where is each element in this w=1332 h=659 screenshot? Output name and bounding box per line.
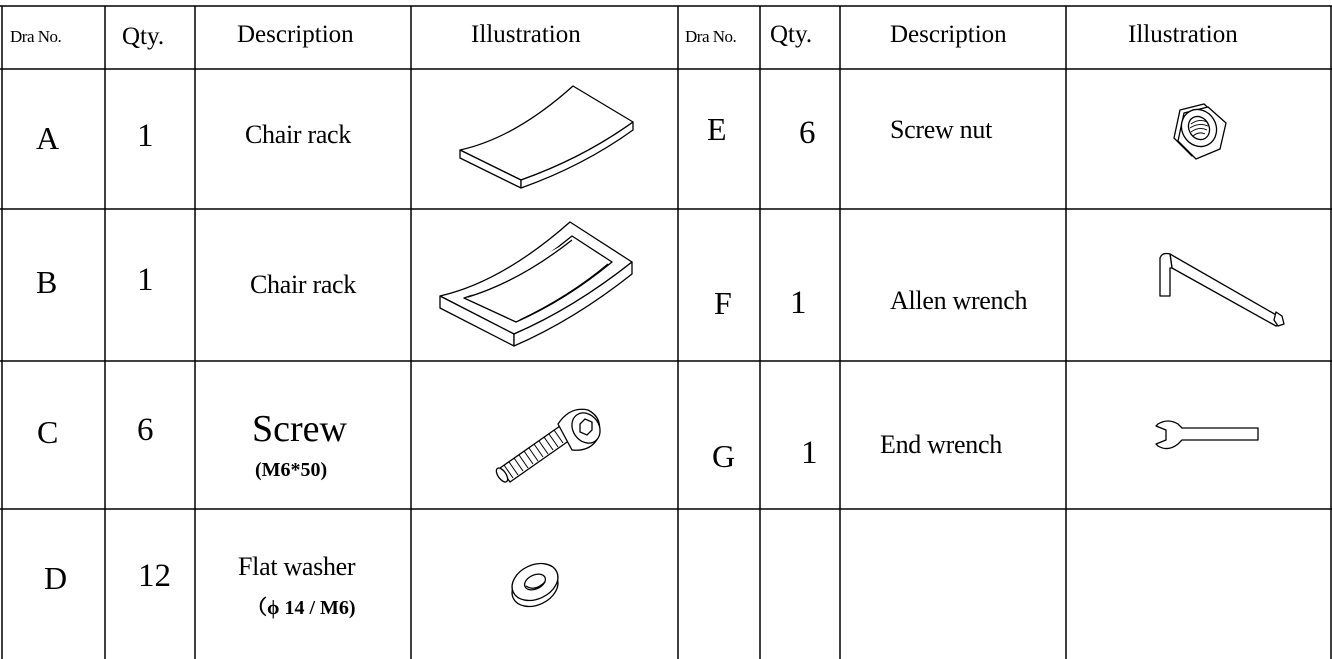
part-description: Flat washer bbox=[238, 552, 356, 581]
part-qty: 1 bbox=[137, 118, 154, 154]
header-description-right: Description bbox=[890, 21, 1007, 48]
part-description: Chair rack bbox=[245, 120, 352, 149]
washer-icon bbox=[507, 560, 563, 610]
part-qty: 6 bbox=[137, 412, 154, 448]
part-letter: C bbox=[37, 414, 59, 450]
part-letter: E bbox=[707, 111, 727, 147]
part-spec: (M6*50) bbox=[255, 459, 328, 481]
part-description: Allen wrench bbox=[890, 286, 1028, 315]
part-qty: 12 bbox=[138, 558, 171, 594]
part-description: Screw nut bbox=[890, 115, 992, 144]
header-illustration-right: Illustration bbox=[1128, 21, 1238, 48]
part-letter: G bbox=[712, 438, 736, 474]
part-description: End wrench bbox=[880, 430, 1002, 459]
nut-icon bbox=[1166, 100, 1228, 162]
part-qty: 1 bbox=[801, 435, 818, 471]
header-description: Description bbox=[237, 21, 354, 48]
part-letter: F bbox=[714, 285, 732, 321]
part-qty: 1 bbox=[790, 285, 807, 321]
screw-icon bbox=[490, 398, 610, 484]
part-letter: D bbox=[44, 560, 68, 596]
header-qty-right: Qty. bbox=[770, 21, 813, 48]
header-qty: Qty. bbox=[122, 23, 165, 50]
part-letter: B bbox=[36, 264, 58, 300]
end-wrench-icon bbox=[1152, 416, 1264, 454]
chair-rack-plain-icon bbox=[455, 82, 640, 192]
header-illustration: Illustration bbox=[471, 21, 581, 48]
part-qty: 1 bbox=[137, 262, 154, 298]
header-dra-no-right: Dra No. bbox=[685, 27, 737, 46]
header-dra-no: Dra No. bbox=[10, 27, 62, 46]
part-qty: 6 bbox=[799, 115, 816, 151]
allen-wrench-icon bbox=[1150, 248, 1290, 330]
part-spec: （ϕ 14 / M6) bbox=[247, 597, 356, 619]
part-description: Screw bbox=[252, 408, 347, 450]
chair-rack-cushioned-icon bbox=[436, 218, 636, 350]
part-description: Chair rack bbox=[250, 270, 357, 299]
part-letter: A bbox=[36, 120, 60, 156]
